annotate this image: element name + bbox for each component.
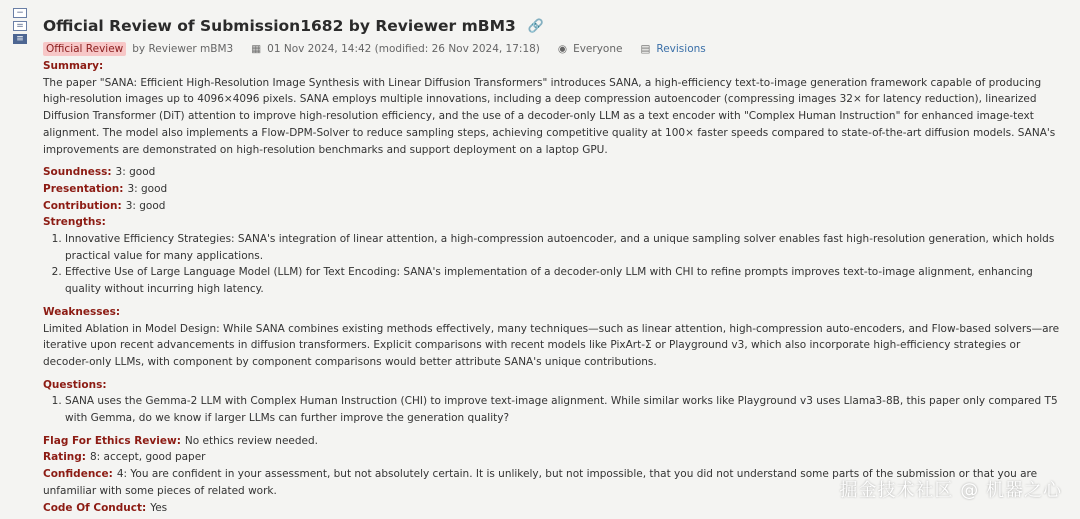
strengths-label: Strengths: bbox=[43, 216, 106, 229]
review-meta bbox=[43, 40, 1063, 57]
soundness-label: Soundness: bbox=[43, 166, 112, 179]
weaknesses-label: Weaknesses: bbox=[43, 305, 121, 318]
review-date: 01 Nov 2024, 14:42 (modified: 26 Nov 2024, 17:18) bbox=[267, 42, 540, 55]
questions-label: Questions: bbox=[43, 378, 107, 391]
strength-item: 1. Innovative Efficiency Strategies: SANA's integration of linear attention, a high-compression autoencoder, and a unique sampling solver enables fast high-resolution generation, which holds practical value for many applications. bbox=[65, 231, 1063, 264]
readers: Everyone bbox=[573, 42, 623, 55]
ethics-value: No ethics review needed. bbox=[184, 434, 319, 447]
soundness-value: 3: good bbox=[115, 166, 156, 179]
conduct-value: Yes bbox=[150, 501, 168, 514]
rating-value: 8: accept, good paper bbox=[89, 451, 206, 464]
link-icon[interactable]: 🔗 bbox=[527, 18, 544, 34]
review-author: by Reviewer mBM3 bbox=[132, 42, 234, 55]
default-view-button[interactable]: = bbox=[13, 21, 27, 31]
review-title: Official Review of Submission1682 by Reviewer mBM3 bbox=[43, 17, 516, 35]
revisions-icon: ▤ bbox=[640, 42, 651, 55]
contribution-value: 3: good bbox=[125, 199, 166, 212]
invitation-badge: Official Review bbox=[43, 42, 126, 56]
strength-item: 2. Effective Use of Large Language Model (LLM) for Text Encoding: SANA's implementation of a decoder-only LLM with CHI to refine prompts improves text-to-image alignment, enhancing quality without incurring high latency. bbox=[65, 264, 1063, 297]
watermark-text: 掘金技术社区 @ 机器之心 bbox=[839, 480, 1062, 501]
eye-icon: ◉ bbox=[557, 42, 568, 55]
summary-text: The paper "SANA: Efficient High-Resolution Image Synthesis with Linear Diffusion Transformers" introduces SANA, a high-efficiency text-to-image generation framework capable of producing high-resolution images up to 4096×4096 pixels. SANA employs multiple innovations, including a deep compression autoencoder (compressing images 32× for latency reduction), linearized Diffusion Transformer (DiT) attention to improve high-resolution efficiency, and the use of a decoder-only LLM as a text encoder with "Complex Human Instruction" for enhanced image-text alignment. The model also implements a Flow-DPM-Solver to reduce sampling steps, achieving competitive quality at 100× faster speeds compared to state-of-the-art diffusion models. SANA's improvements are demonstrated on high-resolution benchmarks and support deployment on a laptop GPU. bbox=[43, 76, 1056, 156]
confidence-value: 4: You are confident in your assessment, but not absolutely certain. It is unlikely, but not impossible, that you did not understand some parts of the submission or that you are unfamiliar with some pieces of related work. bbox=[43, 468, 1038, 497]
calendar-icon: ▦ bbox=[251, 42, 262, 55]
expand-button[interactable]: ≡ bbox=[13, 34, 27, 44]
revisions-link[interactable]: Revisions bbox=[656, 42, 706, 55]
summary-label: Summary: bbox=[43, 60, 104, 72]
presentation-value: 3: good bbox=[127, 182, 168, 195]
presentation-label: Presentation: bbox=[43, 182, 124, 195]
question-item: 1. SANA uses the Gemma-2 LLM with Complex Human Instruction (CHI) to improve text-image alignment. While similar works like Playground v3 uses Llama3-8B, this paper only compared T5 with Gemma, do we know if larger LLMs can further improve the generation quality? bbox=[65, 393, 1063, 426]
review-note bbox=[43, 14, 1063, 516]
contribution-label: Contribution: bbox=[43, 199, 122, 212]
questions-list bbox=[43, 393, 1063, 426]
note-view-controls bbox=[13, 8, 29, 44]
strengths-list bbox=[43, 231, 1063, 298]
collapse-button[interactable]: − bbox=[13, 8, 27, 18]
ethics-label: Flag For Ethics Review: bbox=[43, 434, 181, 447]
conduct-label: Code Of Conduct: bbox=[43, 501, 147, 514]
confidence-label: Confidence: bbox=[43, 468, 113, 481]
weaknesses-text: Limited Ablation in Model Design: While SANA combines existing methods effectively, many techniques—such as linear attention, high-compression auto-encoders, and Flow-based solvers—are iterative upon recent advancements in diffusion transformers. Explicit comparisons with recent models like PixArt-Σ or Playground v3, which also incorporate high-efficiency strategies or decoder-only LLMs, with component by component comparisons would better attribute SANA's unique contributions. bbox=[43, 322, 1060, 368]
rating-label: Rating: bbox=[43, 451, 86, 464]
